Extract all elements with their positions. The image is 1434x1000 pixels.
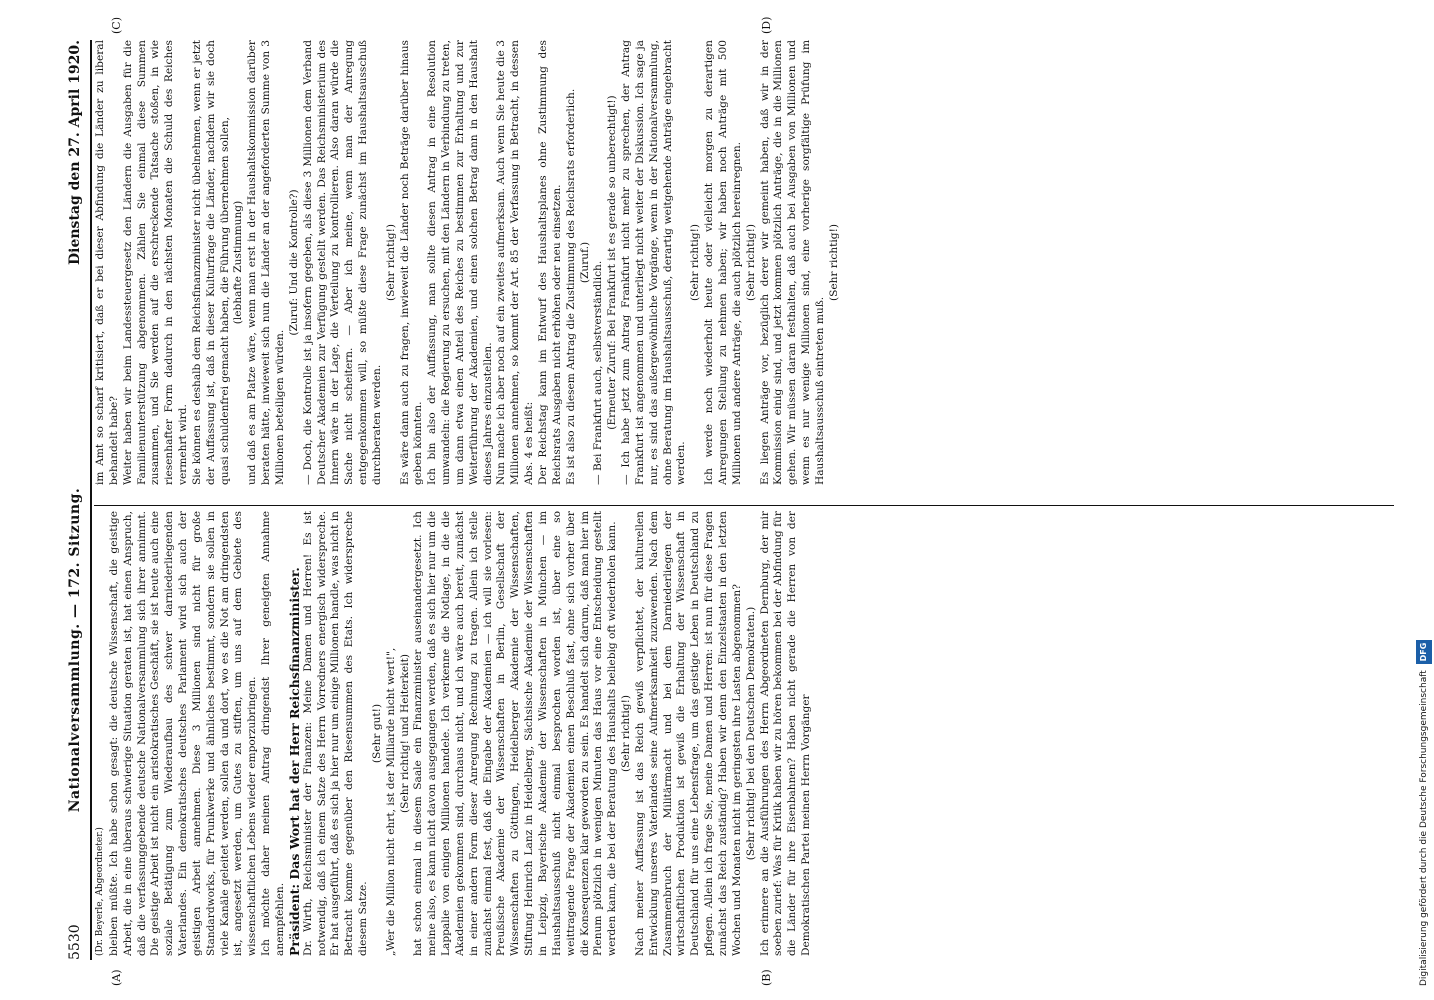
paragraph: Es ist also zu diesem Antrag die Zustimmung des Reichsrats erforderlich. <box>564 88 577 485</box>
speaker-line: Präsident: Das Wort hat der Herr Reichsfinanzminister. <box>286 567 302 956</box>
interjection: (Sehr richtig! bei den Deutschen Demokraten.) <box>744 606 757 861</box>
paragraph: Es wäre dann auch zu fragen, inwieweit die Länder noch Beträge darüber hinaus geben könnten. <box>398 40 425 485</box>
interjection: (Zuruf.) <box>578 241 591 284</box>
speaker-name: (Dr. Beyerle, Abgeordneter.) <box>95 827 105 956</box>
page-title: Nationalversammlung. — 172. Sitzung. <box>67 487 83 813</box>
interjection: (Sehr richtig!) <box>689 224 702 301</box>
paragraph: — Bei Frankfurt auch, selbstverständlich. <box>592 260 605 485</box>
paragraph: Dr. Wirth, Reichsminister der Finanzen: Meine Damen und Herren! Es ist notwendig, daß ich einem Satze des Herrn Vorredners energisch widerspreche. Er hat ausgeführt, daß es sich ja hier nur um einige Millionen handle, was nicht in Betracht komme gegenüber den Riesensummen des Etats. Ich widerspreche diesem Satze. <box>301 511 370 956</box>
session-date: Dienstag den 27. April 1920. <box>67 40 83 265</box>
interjection: (Sehr richtig!) <box>384 224 397 301</box>
paragraph: und daß es am Platze wäre, wenn man erst in der Haushaltskommission darüber beraten hätte, inwieweit sich nun die Länder an der angeforderten Summe von 3 Millionen beteiligen würden. <box>246 40 286 485</box>
paragraph: Ich erinnere an die Ausführungen des Herrn Abgeordneten Dernburg, der mir soeben zurief: Was für Kritik haben wir zu hören bekommen bei der Abfindung für die Länder für ihre Eisenbahnen? Haben nicht gerade die Herren von der Demokratischen Partei meinen Herrn Vorgänger <box>758 511 813 956</box>
paragraph: Der Reichstag kann im Entwurf des Haushaltsplanes ohne Zustimmung des Reichsrats Ausgaben nicht erhöhen oder neu einsetzen. <box>537 40 563 485</box>
interjection: (Sehr richtig! und Heiterkeit) <box>398 654 411 813</box>
header-rule <box>90 40 92 960</box>
margin-mark-d: (D) <box>760 16 773 34</box>
interjection: (Sehr richtig!) <box>620 695 633 772</box>
page-number: 5530 <box>67 924 83 960</box>
digitization-text: Digitalisierung gefördert durch die Deutsche Forschungsgemeinschaft <box>1419 670 1429 986</box>
margin-mark-b: (B) <box>760 969 773 986</box>
left-column <box>94 511 1404 956</box>
paragraph: — Ich habe jetzt zum Antrag Frankfurt nicht mehr zu sprechen, der Antrag Frankfurt ist angenommen und unterliegt nicht weiter der Diskussion. Ich sage ja nur, es sind das außergewöhnliche Vorgänge, wenn in der Nationalversammlung, ohne Beratung im Haushaltsausschuß, derartig weitgehende Anträge eingebracht werden. <box>620 40 688 485</box>
paragraph: Nach meiner Auffassung ist das Reich gewiß verpflichtet, der kulturellen Entwicklung unseres Vaterlandes seine Aufmerksamkeit zuzuwenden. Nach dem Zusammenbruch der Militärmacht und bei dem Darniederliegen der wirtschaftlichen Produktion ist gewiß die Erhaltung der Wissenschaft in Deutschland für uns eine Lebensfrage, um das geistige Leben in Deutschland zu pflegen. Allein ich frage Sie, meine Damen und Herren: ist nun für diese Fragen zunächst das Reich zuständig? Haben wir denn den Einzelstaaten in den letzten Wochen und Monaten nicht im geringsten ihre Lasten abgenommen? <box>633 511 743 956</box>
digitization-note <box>1416 14 1432 986</box>
interjection: (Erneuter Zuruf: Bei Frankfurt ist es gerade so unberechtigt!) <box>606 95 619 430</box>
paragraph: Es liegen Anträge vor, bezüglich derer wir gemeint haben, daß wir in der Kommission einig sind, und jetzt kommen plötzlich Anträge, die in die Millionen gehen. Wir müssen daran festhalten, daß auch bei Ausgaben von Millionen und wenn es nur wenige Millionen sind, eine vorherige sorgfältige Prüfung im Haushaltsausschuß eintreten muß. <box>758 40 826 485</box>
paragraph: Ich bin also der Auffassung, man sollte diesen Antrag in eine Resolution umwandeln: die Regierung zu ersuchen, mit den Ländern in Verbindung zu treten, um dann etwa einen Anteil des Reiches zu bestimmen zur Erhaltung und zur Weiterführung der Akademien, und einen solchen Betrag dann in den Haushalt dieses Jahres einzustellen. <box>426 40 494 485</box>
paragraph: Ich möchte daher meinen Antrag dringendst Ihrer geneigten Annahme anempfehlen. <box>260 511 286 956</box>
paragraph: „Wer die Million nicht ehrt, ist der Milliarde nicht wert!", <box>384 647 397 956</box>
right-column <box>94 40 1404 485</box>
paragraph: Sie können es deshalb dem Reichsfinanzminister nicht übelnehmen, wenn er jetzt der Auffassung ist, daß in dieser Kulturfrage die Länder, nachdem wir sie doch quasi schuldenfrei gemacht haben, die Führung übernehmen sollen, <box>190 40 231 485</box>
margin-mark-a: (A) <box>110 969 123 986</box>
paragraph: im Amt so scharf kritisiert, daß er bei dieser Abfindung die Länder zu liberal behandelt habe? <box>94 40 120 485</box>
paragraph: hat schon einmal in diesem Saale ein Finanzminister auseinandergesetzt. Ich meine also, es kann nicht davon ausgegangen werden, daß es sich hier nur um die Lappalie von einigen Millionen handele. Ich verkenne die Notlage, in die die Akademien gekommen sind, durchaus nicht, und ich wäre auch bereit, zunächst in einer andern Form dieser Anregung Rechnung zu tragen. Allein ich stelle zunächst einmal fest, daß die Eingabe der Akademien — ich will sie vorlesen: Preußische Akademie der Wissenschaften in Berlin, Gesellschaft der Wissenschaften zu Göttingen, Heidelberger Akademie der Wissenschaften, Stiftung Heinrich Lanz in Heidelberg, Sächsische Akademie der Wissenschaften in Leipzig, Bayerische Akademie der Wissenschaften in München — im Haushaltsausschuß nicht einmal besprochen worden ist, über eine so weittragende Frage der Akademien einen Beschluß fast, ohne sich vorher über die Konsequenzen klar geworden zu sein. Es handelt sich darum, daß man hier im Plenum plötzlich in wenigen Minuten das Haus vor eine Entscheidung gestellt werden kann, die bei der Beratung des Haushalts beliebig oft wiederholen kann. <box>412 511 619 956</box>
interjection: (lebhafte Zustimmung) <box>232 200 245 325</box>
dfg-logo: DFG <box>1416 640 1432 665</box>
paragraph: Ich werde noch wiederholt heute oder vielleicht morgen zu derartigen Anregungen Stellung zu nehmen haben; wir haben noch Anträge mit 500 Millionen und andere Anträge, die auch plötzlich hereinregnen. <box>703 40 743 485</box>
column-divider <box>94 505 1394 506</box>
interjection: (Sehr richtig!) <box>827 224 840 301</box>
paragraph: Nun mache ich aber noch auf ein zweites aufmerksam. Auch wenn Sie heute die 3 Millionen annehmen, so kommt der Art. 85 der Verfassung in Betracht, in dessen Abs. 4 es heißt: <box>495 40 536 485</box>
interjection: (Zuruf: Und die Kontrolle?) <box>287 189 300 336</box>
paragraph: Weiter haben wir beim Landessteuergesetz den Ländern die Ausgaben für die Familienunterstützung abgenommen. Zählen Sie einmal diese Summen zusammen, und Sie werden auf die erschreckende Tatsache stoßen, in wie riesenhafter Form dadurch in den nächsten Monaten die Schuld des Reiches vermehrt wird. <box>121 40 190 485</box>
page-header <box>64 40 86 960</box>
interjection: (Sehr gut!) <box>370 703 383 764</box>
paragraph: — Doch, die Kontrolle ist ja insofern gegeben, als diese 3 Millionen dem Verband Deutscher Akademien zur Verfügung gestellt werden. Das Reichsministerium des Innern wäre in der Lage, die Verteilung zu kontrollieren. Also daran würde die Sache nicht scheitern. — Aber ich meine, wenn man der Anregung entgegenkommen will, so müßte diese Frage zunächst im Haushaltsausschuß durchberaten werden. <box>301 40 383 485</box>
margin-mark-c: (C) <box>110 17 123 34</box>
paragraph: bleiben müßte. Ich habe schon gesagt: die deutsche Wissenschaft, die geistige Arbeit, die in eine überaus schwierige Situation geraten ist, hat einen Anspruch, daß die verfassunggebende deutsche Nationalversammlung sich ihrer annimmt. Die geistige Arbeit ist nicht ein aristokratisches Geschäft, sie ist heute auch eine soziale Betätigung zum Wiederaufbau des schwer darniederliegenden Vaterlandes. Ein demokratisches deutsches Parlament wird sich auch der geistigen Arbeit annehmen. Diese 3 Millionen sind nicht für große Standardworks, für Prunkwerke und ähnliches bestimmt, sondern sie sollen in viele Kanäle geleitet werden, sollen da und dort, wo es die Not am dringendsten ist, angesetzt werden, um Gutes zu stiften, um uns auf dem Gebiete des wissenschaftlichen Lebens wieder emporzubringen. <box>107 511 259 956</box>
interjection: (Sehr richtig!) <box>744 224 757 301</box>
